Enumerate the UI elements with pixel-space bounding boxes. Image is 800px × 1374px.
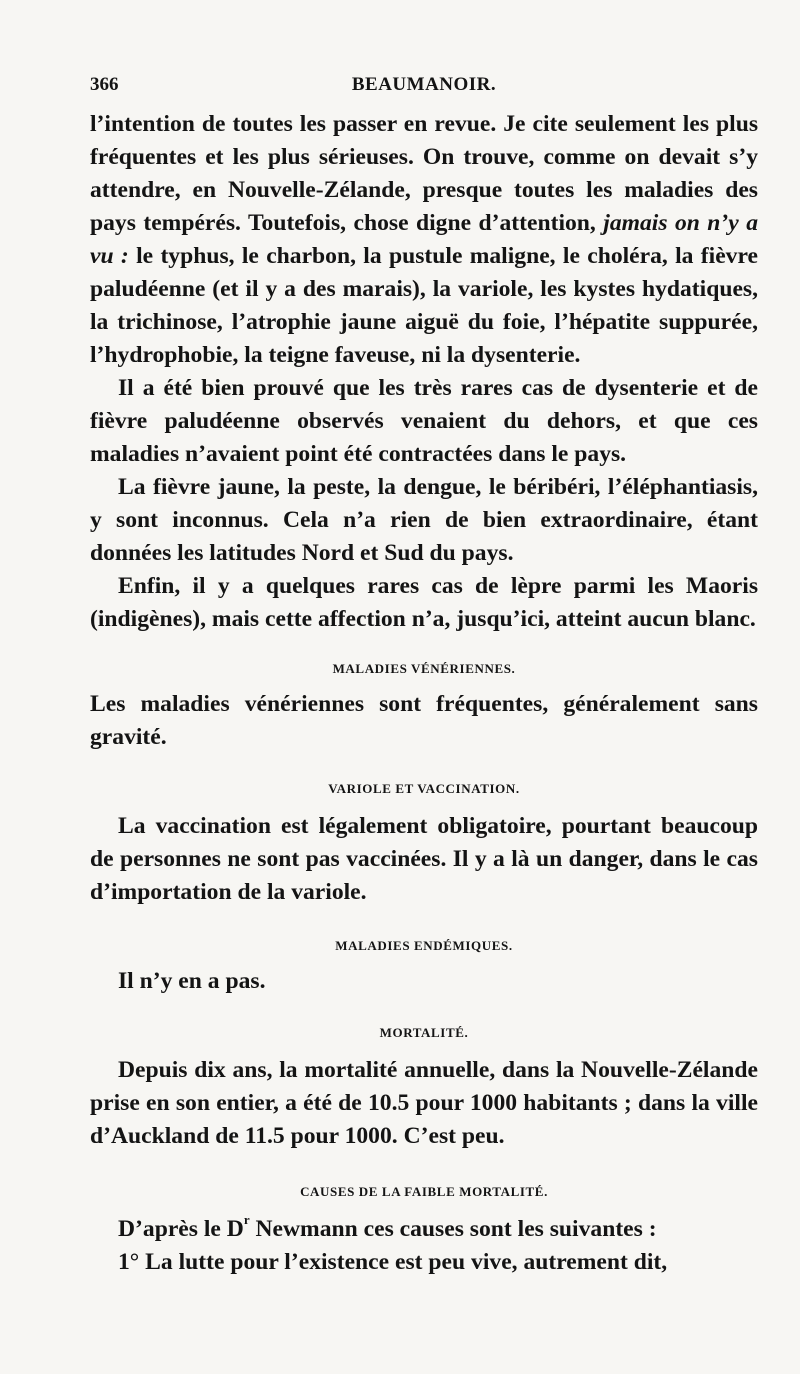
section-heading-causes: CAUSES DE LA FAIBLE MORTALITÉ. [300, 1184, 548, 1199]
paragraph: La fièvre jaune, la peste, la dengue, le béribéri, l’éléphantiasis, y sont inconnus. Cela n’a rien de bien extraordinaire, étant données les latitudes Nord et Sud du pays. [90, 474, 758, 566]
paragraph: La vaccination est légalement obligatoire, pourtant beaucoup de personnes ne sont pas vaccinées. Il y a là un danger, dans le cas d’importation de la variole. [90, 813, 758, 905]
section-heading-veneriennes: MALADIES VÉNÉRIENNES. [332, 661, 516, 676]
paragraph: Enfin, il y a quelques rares cas de lèpre parmi les Maoris (indigènes), mais cette affection n’a, jusqu’ici, atteint aucun blanc. [90, 573, 758, 632]
page-number: 366 [90, 74, 119, 95]
emphasis-text: jamais on n’y a vu : [90, 210, 758, 269]
section-heading-variole: VARIOLE ET VACCINATION. [328, 781, 520, 796]
running-head: BEAUMANOIR. [351, 74, 497, 95]
paragraph: Il n’y en a pas. [118, 968, 266, 994]
paragraph: Il a été bien prouvé que les très rares cas de dysenterie et de fièvre paludéenne observés venaient du dehors, et que ces maladies n’avaient point été contractées dans le pays. [90, 375, 758, 467]
paragraph-text: Newmann ces causes sont les suivantes : [249, 1216, 657, 1242]
page-header [90, 74, 758, 102]
section-heading-mortalite: MORTALITÉ. [379, 1025, 469, 1040]
paragraph-continued [90, 108, 758, 372]
paragraph-text: l’intention de toutes les passer en revue. Je cite seulement les plus fréquentes et les plus sérieuses. On trouve, comme on devait s’y attendre, en Nouvelle-Zélande, presque toutes les maladies des pays tempérés. Toutefois, chose digne d’attention, [90, 111, 758, 236]
paragraph-text: le typhus, le charbon, la pustule maligne, le choléra, la fièvre paludéenne (et il y a des marais), la variole, les kystes hydatiques, la trichinose, l’atrophie jaune aiguë du foie, l’hépatite suppurée, l’hydrophobie, la teigne faveuse, ni la dysenterie. [90, 243, 758, 368]
section-heading-endemiques: MALADIES ENDÉMIQUES. [335, 938, 513, 953]
superscript: r [243, 1212, 250, 1227]
paragraph: Depuis dix ans, la mortalité annuelle, dans la Nouvelle-Zélande prise en son entier, a été de 10.5 pour 1000 habitants ; dans la ville d’Auckland de 11.5 pour 1000. C’est peu. [90, 1057, 758, 1149]
paragraph: 1° La lutte pour l’existence est peu vive, autrement dit, [118, 1249, 668, 1275]
paragraph [90, 1213, 758, 1246]
page-body [90, 108, 758, 1279]
paragraph: Les maladies vénériennes sont fréquentes, généralement sans gravité. [90, 691, 758, 750]
paragraph-text: D’après le D [118, 1216, 244, 1242]
